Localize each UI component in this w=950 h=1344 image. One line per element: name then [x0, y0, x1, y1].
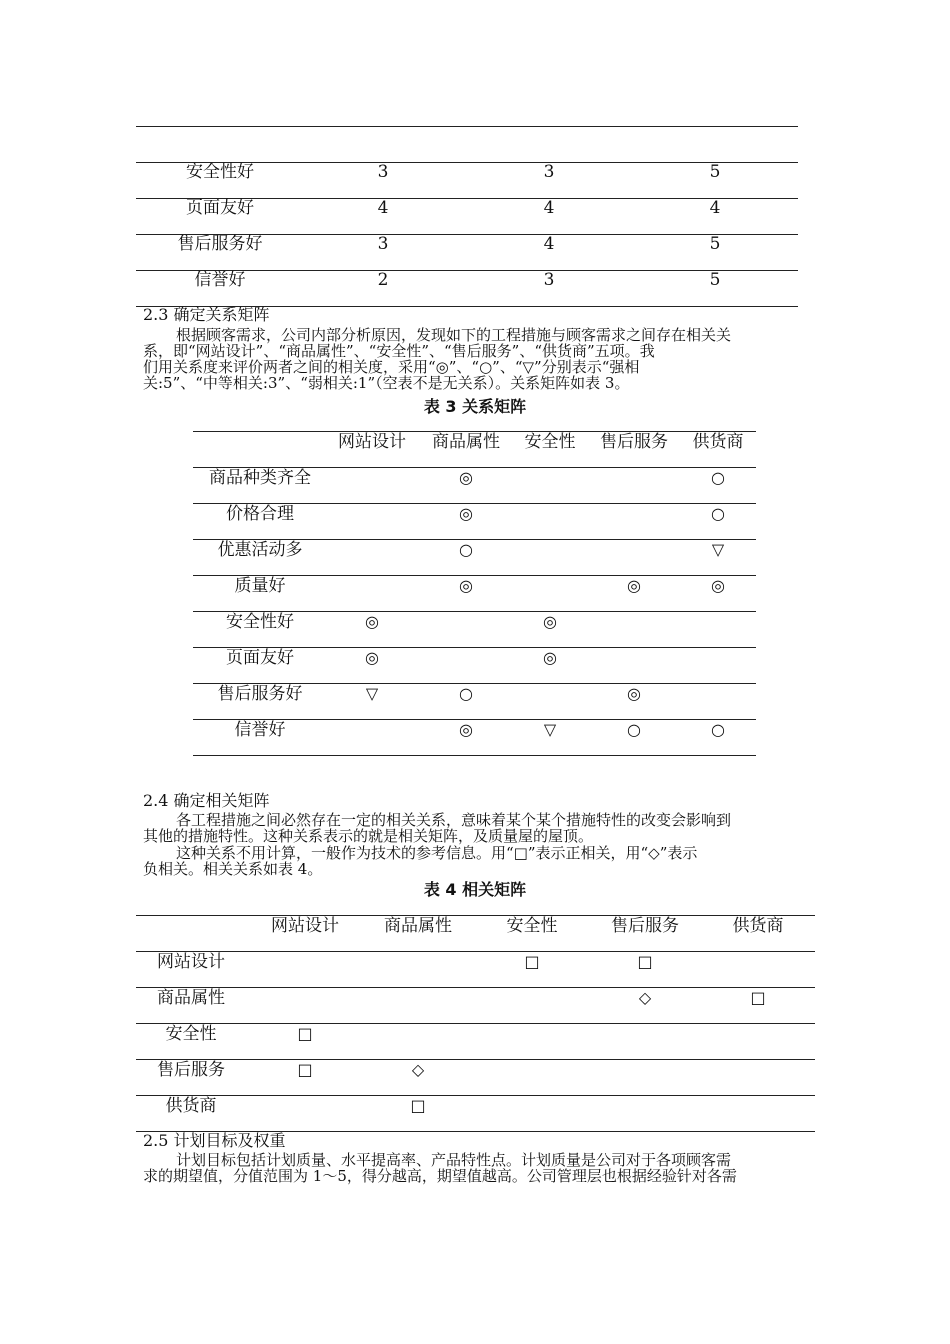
- column-header: 供货商: [692, 432, 744, 452]
- matrix-cell: □: [297, 1060, 313, 1079]
- table-cell: 3: [377, 162, 389, 182]
- table-cell: 4: [543, 198, 555, 218]
- table-row-label: 供货商: [165, 1096, 217, 1116]
- paragraph-line: 求的期望值，分值范围为 1～5，得分越高，期望值越高。公司管理层也根据经验针对各需: [143, 1167, 737, 1185]
- table-cell: 4: [709, 198, 721, 218]
- matrix-cell: ◎: [543, 648, 557, 667]
- table-row-label: 页面友好: [186, 198, 254, 218]
- matrix-cell: □: [750, 988, 766, 1007]
- column-header: 供货商: [732, 916, 784, 936]
- table-cell: 5: [709, 270, 721, 290]
- column-header: 售后服务: [600, 432, 668, 452]
- table-cell: 5: [709, 162, 721, 182]
- matrix-cell: ◎: [627, 576, 641, 595]
- table-cell: 4: [377, 198, 389, 218]
- table-cell: 3: [377, 234, 389, 254]
- column-header: 网站设计: [271, 916, 339, 936]
- table-row-label: 售后服务好: [177, 234, 263, 254]
- paragraph-line: 负相关。相关关系如表 4。: [143, 860, 323, 878]
- table-row-label: 质量好: [234, 576, 286, 596]
- matrix-cell: □: [637, 952, 653, 971]
- table-rule: [193, 755, 756, 756]
- paragraph-line: 各工程措施之间必然存在一定的相关关系，意味着某个某个措施特性的改变会影响到: [176, 811, 732, 829]
- column-header: 商品属性: [432, 432, 500, 452]
- section-heading-2-4: 2.4 确定相关矩阵: [143, 791, 270, 810]
- table-cell: 3: [543, 162, 555, 182]
- matrix-cell: □: [297, 1024, 313, 1043]
- paragraph-line: 其他的措施特性。这种关系表示的就是相关矩阵，及质量屋的屋顶。: [143, 827, 594, 845]
- paragraph-line: 计划目标包括计划质量、水平提高率、产品特性点。计划质量是公司对于各项顾客需: [176, 1151, 732, 1169]
- table-row-label: 网站设计: [157, 952, 225, 972]
- matrix-cell: ◎: [459, 468, 473, 487]
- table-caption: 表 3 关系矩阵: [423, 397, 527, 416]
- paragraph-line: 们用关系度来评价两者之间的相关度，采用“◎”、“○”、“▽”分别表示“强相: [143, 358, 640, 376]
- matrix-cell: ○: [459, 684, 473, 703]
- matrix-cell: ◎: [459, 504, 473, 523]
- matrix-cell: ◎: [627, 684, 641, 703]
- matrix-cell: ▽: [711, 540, 725, 559]
- column-header: 安全性: [524, 432, 576, 452]
- table-row-label: 商品种类齐全: [209, 468, 311, 488]
- table-cell: 5: [709, 234, 721, 254]
- matrix-cell: ○: [711, 504, 725, 523]
- table-row-label: 信誉好: [234, 720, 286, 740]
- matrix-cell: ◇: [638, 988, 652, 1007]
- table-row-label: 售后服务: [157, 1060, 225, 1080]
- matrix-cell: ◇: [411, 1060, 425, 1079]
- matrix-cell: ○: [711, 720, 725, 739]
- matrix-cell: ◎: [459, 576, 473, 595]
- table-cell: 2: [377, 270, 389, 290]
- table-row-label: 页面友好: [226, 648, 294, 668]
- section-heading-2-5: 2.5 计划目标及权重: [143, 1131, 286, 1150]
- table-row-label: 安全性好: [186, 162, 254, 182]
- table-row-label: 信誉好: [194, 270, 246, 290]
- top-table-rule: [136, 126, 798, 127]
- table-row-label: 优惠活动多: [217, 540, 303, 560]
- paragraph-line: 关:5”、“中等相关:3”、“弱相关:1”（空表不是无关系）。关系矩阵如表 3。: [143, 374, 630, 392]
- table-row-label: 价格合理: [226, 504, 294, 524]
- matrix-cell: ○: [627, 720, 641, 739]
- paragraph-line: 这种关系不用计算，一般作为技术的参考信息。用“□”表示正相关，用“◇”表示: [176, 844, 698, 862]
- table-caption: 表 4 相关矩阵: [423, 880, 527, 899]
- matrix-cell: ◎: [711, 576, 725, 595]
- table-cell: 3: [543, 270, 555, 290]
- paragraph-line: 根据顾客需求，公司内部分析原因，发现如下的工程措施与顾客需求之间存在相关关: [176, 326, 732, 344]
- matrix-cell: □: [524, 952, 540, 971]
- matrix-cell: ◎: [365, 648, 379, 667]
- matrix-cell: ○: [711, 468, 725, 487]
- column-header: 网站设计: [338, 432, 406, 452]
- matrix-cell: ◎: [365, 612, 379, 631]
- table-row-label: 安全性: [165, 1024, 217, 1044]
- table-row-label: 商品属性: [157, 988, 225, 1008]
- matrix-cell: ○: [459, 540, 473, 559]
- paragraph-line: 系，即“网站设计”、“商品属性”、“安全性”、“售后服务”、“供货商”五项。我: [143, 342, 655, 360]
- matrix-cell: ◎: [543, 612, 557, 631]
- matrix-cell: ◎: [459, 720, 473, 739]
- column-header: 售后服务: [611, 916, 679, 936]
- column-header: 商品属性: [384, 916, 452, 936]
- matrix-cell: ▽: [543, 720, 557, 739]
- table-row-label: 售后服务好: [217, 684, 303, 704]
- matrix-cell: □: [410, 1096, 426, 1115]
- section-heading-2-3: 2.3 确定关系矩阵: [143, 305, 270, 324]
- column-header: 安全性: [506, 916, 558, 936]
- table-cell: 4: [543, 234, 555, 254]
- table-row-label: 安全性好: [226, 612, 294, 632]
- matrix-cell: ▽: [365, 684, 379, 703]
